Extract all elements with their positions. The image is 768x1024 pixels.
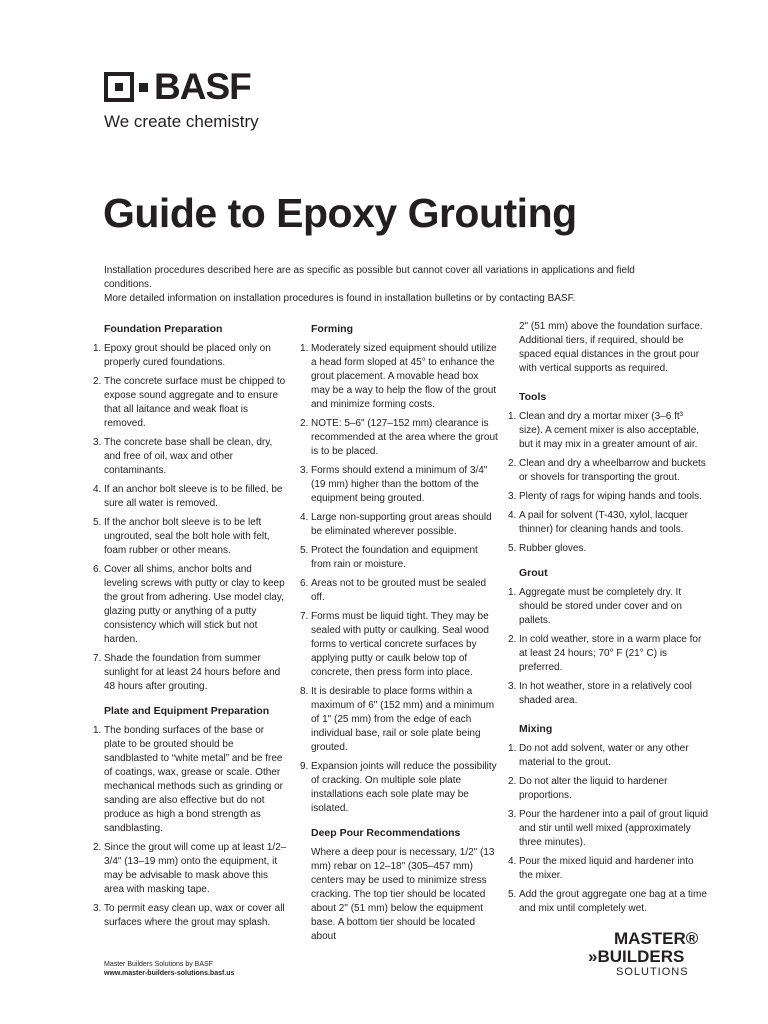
list-item: 3. The concrete base shall be clean, dry, and free of oil, wax and other contaminants.: [93, 437, 273, 476]
list-item: 2. NOTE: 5–6" (127–152 mm) clearance is recommended at the area where the grout is to be placed.: [300, 418, 498, 457]
deep-pour-text-continued: 2" (51 mm) above the foundation surface. Additional tiers, if required, should be spaced equal distances in the grout pour with vertical supports as required.: [519, 321, 703, 374]
list-item: 5. Protect the foundation and equipment from rain or moisture.: [300, 545, 478, 570]
footer-url[interactable]: www.master-builders-solutions.basf.us: [104, 970, 235, 977]
plate-list: [93, 724, 288, 930]
list-item: 8. It is desirable to place forms within a maximum of 6" (152 mm) and a minimum of 1" (25 mm) from the edge of each individual base, rail or sole plate being grouted.: [300, 686, 495, 753]
page-title: Guide to Epoxy Grouting: [103, 190, 577, 236]
basf-logo-wordmark: BASF: [154, 66, 251, 107]
list-item: 1. Epoxy grout should be placed only on properly cured foundations.: [93, 343, 271, 368]
list-item: 4. If an anchor bolt sleeve is to be filled, be sure all water is removed.: [93, 484, 283, 509]
list-item: 5. Rubber gloves.: [508, 543, 587, 554]
deep-pour-text: Where a deep pour is necessary, 1/2" (13 mm) rebar on 12–18" (305–457 mm) centers may be used to minimize stress cracking. The top tier should be located about 2" (51 mm) below the equipment base. A bottom tier should be located about: [311, 847, 495, 942]
list-item: 5. If the anchor bolt sleeve is to be left ungrouted, seal the bolt hole with felt, foam rubber or other means.: [93, 517, 270, 556]
list-item: 1. Clean and dry a mortar mixer (3–6 ft³ size). A cement mixer is also acceptable, but it may mix in a greater amount of air.: [508, 411, 700, 450]
list-item: 1. Do not add solvent, water or any other material to the grout.: [508, 743, 689, 768]
mbs-logo-line1: MASTER®: [614, 929, 699, 948]
list-item: 3. To permit easy clean up, wax or cover all surfaces where the grout may splash.: [93, 903, 285, 928]
list-item: 5. Add the grout aggregate one bag at a time and mix until completely wet.: [508, 889, 707, 914]
intro-line: Installation procedures described here are as specific as possible but cannot cover all variations in applications and field conditions.: [104, 265, 635, 290]
intro-line: More detailed information on installation procedures is found in installation bulletins or by contacting BASF.: [104, 293, 576, 304]
list-item: 3. Forms should extend a minimum of 3/4" (19 mm) higher than the bottom of the equipment being grouted.: [300, 465, 488, 504]
list-item: 3. In hot weather, store in a relatively cool shaded area.: [508, 681, 692, 706]
basf-logo-square-icon: [104, 72, 134, 102]
list-item: 1. Aggregate must be completely dry. It should be stored under cover and on pallets.: [508, 587, 682, 626]
mbs-logo-line3: SOLUTIONS: [616, 966, 689, 978]
list-item: 4. Pour the mixed liquid and hardener into the mixer.: [508, 856, 694, 881]
list-item: 7. Forms must be liquid tight. They may be sealed with putty or caulking. Seal wood forms to vertical concrete surfaces by applying putty or caulk below top of concrete, then press form into place.: [300, 611, 489, 678]
master-builders-logo: [588, 930, 698, 978]
list-item: 9. Expansion joints will reduce the possibility of cracking. On multiple sole plate installations each sole plate may be isolated.: [300, 761, 497, 814]
tagline: We create chemistry: [104, 112, 259, 131]
tools-list: [508, 410, 708, 556]
section-heading-plate: Plate and Equipment Preparation: [104, 705, 270, 717]
section-heading-deep-pour: Deep Pour Recommendations: [311, 827, 461, 839]
section-heading-forming: Forming: [311, 323, 353, 335]
intro: [104, 264, 684, 306]
list-item: 4. Large non-supporting grout areas should be eliminated wherever possible.: [300, 512, 492, 537]
grout-list: [508, 586, 708, 708]
list-item: 6. Areas not to be grouted must be sealed off.: [300, 578, 487, 603]
mixing-list: [508, 742, 708, 916]
list-item: 3. Plenty of rags for wiping hands and tools.: [508, 491, 702, 502]
list-item: 7. Shade the foundation from summer sunlight for at least 24 hours before and 48 hours after grouting.: [93, 653, 281, 692]
footer-company: Master Builders Solutions by BASF: [104, 961, 213, 968]
list-item: 2. In cold weather, store in a warm place for at least 24 hours; 70° F (21° C) is preferred.: [508, 634, 702, 673]
column-3: [508, 320, 708, 926]
list-item: 3. Pour the hardener into a pail of grout liquid and stir until well mixed (approximately three minutes).: [508, 809, 709, 848]
list-item: 1. The bonding surfaces of the base or plate to be grouted should be sandblasted to “white metal” and be free of coatings, wax, grease or scale. Other mechanical methods such as grinding or sanding are also effective but do not produce as high a bond strength as sandblasting.: [93, 725, 283, 834]
list-item: 2. The concrete surface must be chipped to expose sound aggregate and to ensure that all laitance and weak float is removed.: [93, 376, 286, 429]
column-1: [93, 322, 288, 940]
list-item: 2. Do not alter the liquid to hardener proportions.: [508, 776, 668, 801]
column-2: [300, 322, 498, 952]
section-heading-mixing: Mixing: [519, 723, 553, 735]
forming-list: [300, 342, 498, 816]
foundation-list: [93, 342, 288, 694]
mbs-logo-line2: »BUILDERS: [588, 947, 685, 966]
basf-logo: [104, 66, 251, 107]
section-heading-foundation: Foundation Preparation: [104, 323, 223, 335]
section-heading-tools: Tools: [519, 391, 547, 403]
list-item: 2. Since the grout will come up at least 1/2–3/4" (13–19 mm) onto the equipment, it may be advisable to mask above this area with masking tape.: [93, 842, 287, 895]
list-item: 1. Moderately sized equipment should utilize a head form sloped at 45° to enhance the grout placement. A movable head box may be a way to help the flow of the grout and minimize forming costs.: [300, 343, 497, 410]
section-heading-grout: Grout: [519, 567, 548, 579]
basf-logo-dot-icon: [139, 83, 148, 92]
list-item: 6. Cover all shims, anchor bolts and leveling screws with putty or clay to keep the grout from adhering. Use model clay, glazing putty or anything of a putty consistency which will stick but not harden.: [93, 564, 285, 645]
list-item: 2. Clean and dry a wheelbarrow and buckets or shovels for transporting the grout.: [508, 458, 706, 483]
list-item: 4. A pail for solvent (T-430, xylol, lacquer thinner) for cleaning hands and tools.: [508, 510, 688, 535]
